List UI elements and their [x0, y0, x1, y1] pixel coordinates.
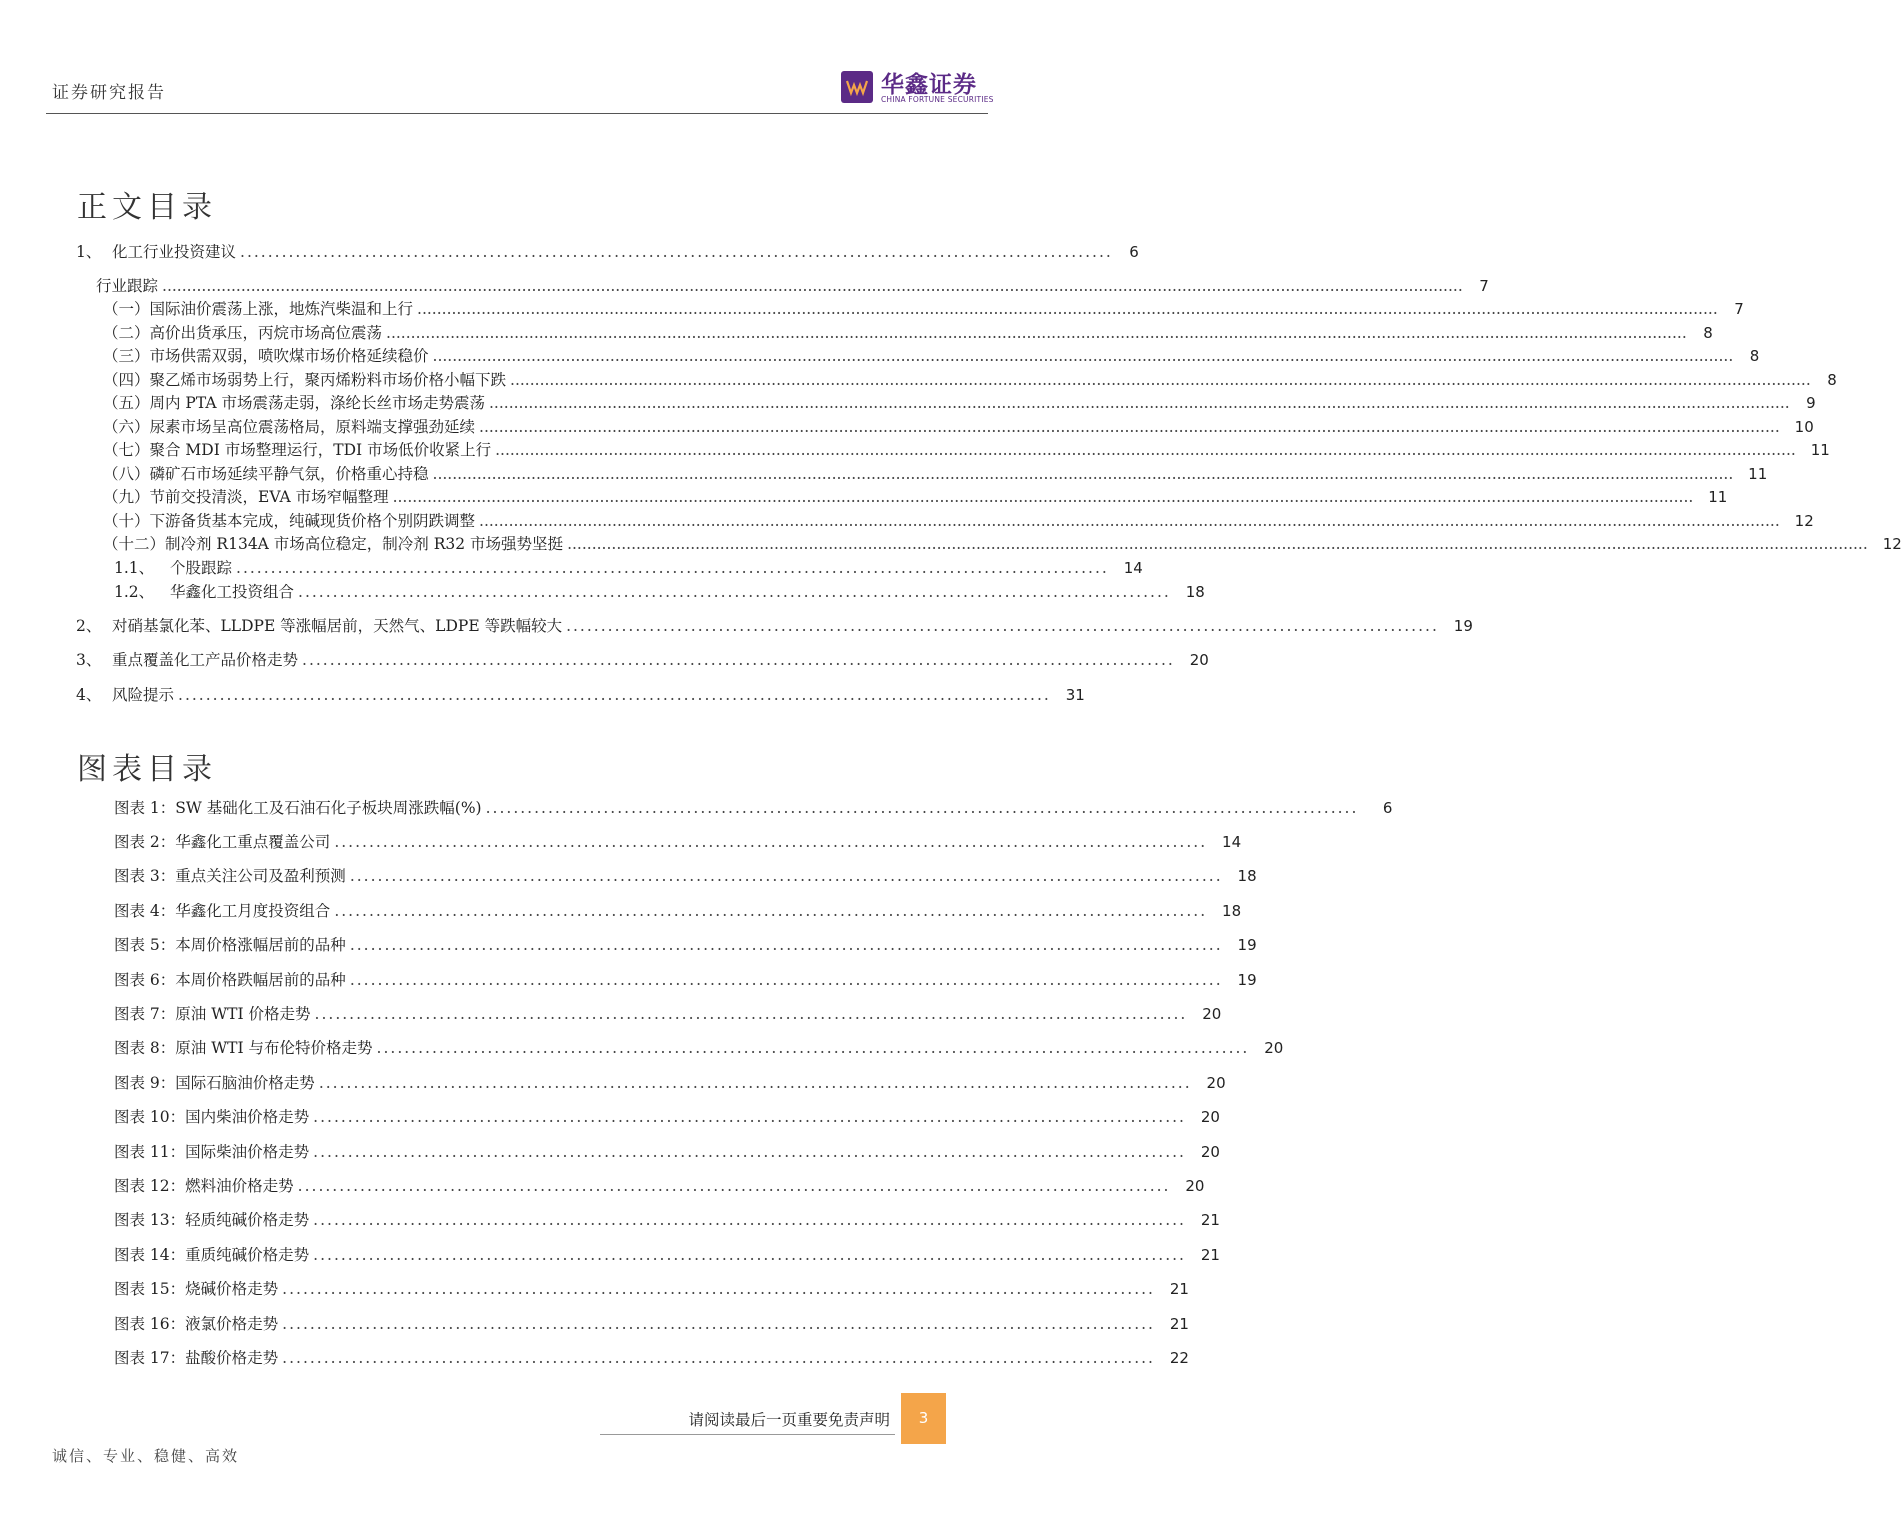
- toc-leader: ..............................................................................................................................: [282, 1280, 1155, 1298]
- toc-entry-text: 风险提示: [112, 686, 175, 704]
- figures-title: 图表目录: [77, 752, 217, 787]
- company-name-cn: 华鑫证券: [881, 72, 977, 98]
- toc-entry-text: 重点覆盖化工产品价格走势: [112, 651, 299, 669]
- toc-entry-page: 12: [1794, 512, 1814, 530]
- toc-entry[interactable]: [96, 274, 1489, 296]
- page-number-badge: 3: [901, 1393, 946, 1444]
- toc-entry[interactable]: [103, 415, 1814, 437]
- toc-entry-text: （十）下游备货基本完成，纯碱现货价格个别阴跌调整: [103, 512, 476, 530]
- figure-entry[interactable]: [114, 933, 1257, 955]
- toc-entry-page: 8: [1703, 324, 1713, 342]
- toc-leader: ..............................................................................................................................: [240, 243, 1113, 261]
- header-divider: [46, 113, 988, 114]
- figure-entry-text: 烧碱价格走势: [185, 1280, 279, 1298]
- toc-leader: ..............................................................................................................................: [298, 583, 1171, 601]
- toc-entry-text: （六）尿素市场呈高位震荡格局，原料端支撑强劲延续: [103, 418, 476, 436]
- toc-leader: ........................................................................................................................................................................................................................................................................: [432, 347, 1734, 365]
- toc-leader: ..............................................................................................................................: [566, 617, 1439, 635]
- figure-entry[interactable]: [114, 1174, 1205, 1196]
- toc-leader: ..............................................................................................................................: [318, 1074, 1192, 1092]
- toc-entry[interactable]: [103, 391, 1816, 413]
- toc-entry[interactable]: [103, 485, 1728, 507]
- footer-divider: [600, 1434, 895, 1435]
- toc-entry-page: 11: [1708, 488, 1728, 506]
- toc-entry-page: 18: [1185, 583, 1205, 601]
- figure-entry-label: 图表 9：: [114, 1074, 176, 1092]
- toc-entry-page: 19: [1453, 617, 1473, 635]
- figure-entry[interactable]: [114, 968, 1257, 990]
- figure-entry-page: 19: [1237, 936, 1257, 954]
- toc-leader: ..............................................................................................................................: [314, 1005, 1188, 1023]
- toc-entry-page: 11: [1748, 465, 1768, 483]
- toc-leader: ..............................................................................................................................: [313, 1211, 1186, 1229]
- figure-entry-label: 图表 11：: [114, 1143, 186, 1161]
- figure-entry-label: 图表 13：: [114, 1211, 186, 1229]
- toc-entry-page: 9: [1806, 394, 1816, 412]
- toc-entry-page: 11: [1810, 441, 1830, 459]
- toc-entry-text: （一）国际油价震荡上涨，地炼汽柴温和上行: [103, 300, 414, 318]
- toc-leader: ........................................................................................................................................................................................................................................................................: [417, 300, 1718, 318]
- toc-entry-number: 2、: [76, 617, 102, 635]
- toc-entry[interactable]: [76, 240, 1139, 262]
- company-logo-icon: [841, 71, 873, 103]
- figure-entry-text: SW 基础化工及石油石化子板块周涨跌幅(%): [175, 799, 482, 817]
- figure-entry-text: 本周价格跌幅居前的品种: [175, 971, 346, 989]
- figure-entry-page: 18: [1222, 902, 1242, 920]
- company-name-en: CHINA FORTUNE SECURITIES: [881, 95, 994, 104]
- figure-entry-label: 图表 14：: [114, 1246, 186, 1264]
- toc-entry-text: （九）节前交投清淡，EVA 市场窄幅整理: [103, 488, 389, 506]
- toc-entry-text: 个股跟踪: [170, 559, 233, 577]
- figure-entry[interactable]: [114, 1312, 1189, 1334]
- figure-entry-label: 图表 15：: [114, 1280, 186, 1298]
- figure-entry-page: 18: [1237, 867, 1257, 885]
- figure-entry[interactable]: [114, 830, 1242, 852]
- figure-entry-text: 原油 WTI 价格走势: [175, 1005, 311, 1023]
- toc-leader: ..............................................................................................................................: [349, 936, 1223, 954]
- toc-entry-page: 31: [1065, 686, 1085, 704]
- toc-leader: ..............................................................................................................................: [302, 651, 1175, 669]
- toc-leader: ..............................................................................................................................: [313, 1108, 1186, 1126]
- figure-entry-label: 图表 2：: [114, 833, 176, 851]
- toc-entry-text: （八）磷矿石市场延续平静气氛，价格重心持稳: [103, 465, 429, 483]
- toc-entry[interactable]: [103, 532, 1902, 554]
- figure-entry-label: 图表 4：: [114, 902, 176, 920]
- figure-entry-page: 20: [1206, 1074, 1226, 1092]
- toc-leader: ..............................................................................................................................: [334, 833, 1208, 851]
- toc-entry[interactable]: [76, 683, 1085, 705]
- figure-entry-label: 图表 17：: [114, 1349, 186, 1367]
- toc-entry[interactable]: [103, 462, 1768, 484]
- figure-entry-text: 液氯价格走势: [185, 1315, 279, 1333]
- report-type-label: 证券研究报告: [52, 83, 166, 103]
- toc-entry[interactable]: [103, 368, 1837, 390]
- toc-leader: ..............................................................................................................................: [282, 1315, 1155, 1333]
- toc-leader: ..............................................................................................................................: [334, 902, 1208, 920]
- toc-leader: ........................................................................................................................................................................................................................................................................: [488, 394, 1790, 412]
- figure-entry-page: 20: [1264, 1039, 1284, 1057]
- toc-entry-page: 14: [1123, 559, 1143, 577]
- toc-entry-number: 1.2、: [114, 583, 155, 601]
- toc-entry[interactable]: [76, 614, 1473, 636]
- toc-leader: ........................................................................................................................................................................................................................................................................: [495, 441, 1796, 459]
- toc-entry[interactable]: [103, 509, 1814, 531]
- disclaimer-note: 请阅读最后一页重要免责声明: [688, 1411, 890, 1429]
- toc-leader: ........................................................................................................................................................................................................................................................................: [510, 371, 1811, 389]
- figure-entry-page: 21: [1200, 1246, 1220, 1264]
- figure-entry-label: 图表 16：: [114, 1315, 186, 1333]
- toc-entry-page: 10: [1794, 418, 1814, 436]
- figure-entry[interactable]: [114, 1140, 1220, 1162]
- toc-entry-page: 6: [1129, 243, 1139, 261]
- toc-entry-text: （七）聚合 MDI 市场整理运行，TDI 市场低价收紧上行: [103, 441, 492, 459]
- figure-entry-text: 燃料油价格走势: [185, 1177, 294, 1195]
- toc-entry-text: （五）周内 PTA 市场震荡走弱，涤纶长丝市场走势震荡: [103, 394, 485, 412]
- toc-leader: ........................................................................................................................................................................................................................................................................: [162, 277, 1463, 295]
- figure-entry[interactable]: [114, 1208, 1220, 1230]
- figure-entry[interactable]: [114, 1277, 1189, 1299]
- figure-entry-text: 华鑫化工重点覆盖公司: [175, 833, 331, 851]
- toc-entry-number: 1.1、: [114, 559, 155, 577]
- figure-entry-text: 原油 WTI 与布伦特价格走势: [175, 1039, 373, 1057]
- toc-entry-page: 8: [1827, 371, 1837, 389]
- figure-entry-page: 21: [1169, 1315, 1189, 1333]
- figure-entry-page: 6: [1382, 799, 1393, 817]
- figure-entry-page: 20: [1202, 1005, 1222, 1023]
- figure-entry-page: 20: [1185, 1177, 1205, 1195]
- toc-leader: ..............................................................................................................................: [376, 1039, 1250, 1057]
- toc-leader: ..............................................................................................................................: [178, 686, 1051, 704]
- figure-entry-label: 图表 10：: [114, 1108, 186, 1126]
- toc-entry-text: （二）高价出货承压，丙烷市场高位震荡: [103, 324, 383, 342]
- figure-entry-label: 图表 12：: [114, 1177, 186, 1195]
- toc-entry-page: 7: [1479, 277, 1489, 295]
- toc-entry-page: 20: [1189, 651, 1209, 669]
- toc-leader: ..............................................................................................................................: [349, 867, 1223, 885]
- figure-entry-text: 盐酸价格走势: [185, 1349, 279, 1367]
- figure-entry-text: 重质纯碱价格走势: [185, 1246, 310, 1264]
- toc-entry[interactable]: [103, 344, 1760, 366]
- company-motto: 诚信、专业、稳健、高效: [52, 1447, 240, 1465]
- toc-entry-text: （四）聚乙烯市场弱势上行，聚丙烯粉料市场价格小幅下跌: [103, 371, 507, 389]
- figure-entry-label: 图表 8：: [114, 1039, 176, 1057]
- figure-entry-label: 图表 5：: [114, 936, 176, 954]
- toc-entry-page: 8: [1749, 347, 1760, 365]
- toc-title: 正文目录: [77, 190, 217, 225]
- figure-entry-label: 图表 1：: [114, 799, 176, 817]
- toc-leader: ........................................................................................................................................................................................................................................................................: [392, 488, 1694, 506]
- toc-entry[interactable]: [103, 438, 1830, 460]
- figure-entry[interactable]: [114, 1346, 1189, 1368]
- figure-entry[interactable]: [114, 864, 1257, 886]
- toc-leader: ..............................................................................................................................: [236, 559, 1109, 577]
- toc-entry-page: 12: [1882, 535, 1902, 553]
- figure-entry-text: 本周价格涨幅居前的品种: [175, 936, 346, 954]
- toc-entry[interactable]: [114, 580, 1205, 602]
- toc-entry-text: 华鑫化工投资组合: [170, 583, 295, 601]
- figure-entry-text: 重点关注公司及盈利预测: [175, 867, 346, 885]
- toc-entry-text: （三）市场供需双弱，喷吹煤市场价格延续稳价: [103, 347, 429, 365]
- toc-leader: ........................................................................................................................................................................................................................................................................: [386, 324, 1687, 342]
- figure-entry-label: 图表 7：: [114, 1005, 176, 1023]
- figure-entry-text: 国际柴油价格走势: [185, 1143, 310, 1161]
- figure-entry[interactable]: [114, 1105, 1220, 1127]
- toc-leader: ........................................................................................................................................................................................................................................................................: [479, 512, 1780, 530]
- toc-leader: ..............................................................................................................................: [485, 799, 1359, 817]
- figure-entry-page: 22: [1169, 1349, 1189, 1367]
- toc-leader: ..............................................................................................................................: [313, 1246, 1186, 1264]
- figure-entry-text: 国际石脑油价格走势: [175, 1074, 315, 1092]
- toc-entry-text: 化工行业投资建议: [112, 243, 237, 261]
- figure-entry[interactable]: [114, 796, 1393, 818]
- figure-entry[interactable]: [114, 1071, 1226, 1093]
- figure-entry[interactable]: [114, 899, 1242, 921]
- figure-entry[interactable]: [114, 1002, 1222, 1024]
- toc-leader: ..............................................................................................................................: [297, 1177, 1171, 1195]
- toc-entry-number: 3、: [76, 651, 102, 669]
- figure-entry[interactable]: [114, 1243, 1220, 1265]
- figure-entry-page: 20: [1200, 1143, 1220, 1161]
- toc-leader: ..............................................................................................................................: [349, 971, 1223, 989]
- figure-entry-page: 21: [1169, 1280, 1189, 1298]
- figure-entry-page: 20: [1200, 1108, 1220, 1126]
- figure-entry-text: 轻质纯碱价格走势: [185, 1211, 310, 1229]
- toc-entry[interactable]: [114, 556, 1143, 578]
- toc-entry-number: 1、: [76, 243, 102, 261]
- figure-entry-text: 国内柴油价格走势: [185, 1108, 310, 1126]
- toc-entry-page: 7: [1734, 300, 1744, 318]
- toc-leader: ..............................................................................................................................: [282, 1349, 1155, 1367]
- figure-entry-page: 19: [1237, 971, 1257, 989]
- figure-entry-label: 图表 3：: [114, 867, 176, 885]
- toc-leader: ..............................................................................................................................: [313, 1143, 1186, 1161]
- figure-entry[interactable]: [114, 1036, 1284, 1058]
- toc-entry-number: 4、: [76, 686, 102, 704]
- toc-leader: ........................................................................................................................................................................................................................................................................: [432, 465, 1734, 483]
- toc-entry[interactable]: [76, 648, 1209, 670]
- figure-entry-label: 图表 6：: [114, 971, 176, 989]
- toc-entry[interactable]: [103, 321, 1713, 343]
- toc-entry-text: （十二）制冷剂 R134A 市场高位稳定，制冷剂 R32 市场强势坚挺: [103, 535, 564, 553]
- figure-entry-page: 14: [1222, 833, 1242, 851]
- toc-entry-text: 对硝基氯化苯、LLDPE 等涨幅居前，天然气、LDPE 等跌幅较大: [112, 617, 563, 635]
- figure-entry-page: 21: [1200, 1211, 1220, 1229]
- toc-leader: ........................................................................................................................................................................................................................................................................: [479, 418, 1780, 436]
- toc-entry[interactable]: [103, 297, 1744, 319]
- toc-entry-text: 行业跟踪: [96, 277, 159, 295]
- figure-entry-text: 华鑫化工月度投资组合: [175, 902, 331, 920]
- toc-leader: ........................................................................................................................................................................................................................................................................: [567, 535, 1868, 553]
